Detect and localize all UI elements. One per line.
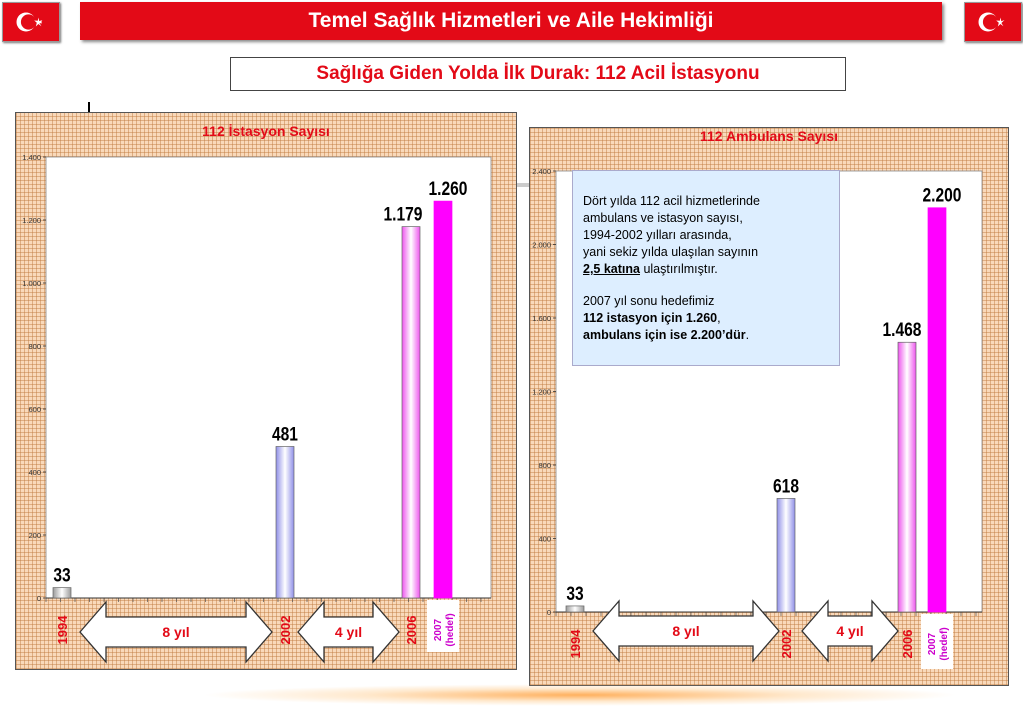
data-label: 1.260 [428, 177, 468, 200]
arrow-label: 4 yıl [334, 624, 363, 640]
bar-2007 [928, 208, 946, 612]
y-tick-label: 400 [538, 534, 551, 544]
info-line: Dört yılda 112 acil hizmetlerinde [583, 194, 760, 208]
info-emphasis: 2,5 katına [583, 262, 640, 276]
bar-1994 [53, 588, 71, 598]
bar-1994 [566, 606, 584, 612]
category-label-target-note: (hedef) [939, 627, 950, 661]
bar-2007 [434, 201, 452, 598]
category-label-target-note: (hedef) [445, 613, 456, 647]
y-tick-label: 2.400 [532, 167, 551, 176]
turkish-flag-icon-left [2, 2, 60, 42]
y-tick-label: 0 [36, 594, 41, 603]
arrow-label: 8 yıl [672, 623, 700, 639]
y-tick-label: 1.600 [532, 314, 551, 323]
arrow-label: 4 yıl [836, 623, 864, 639]
bar-2002 [777, 498, 795, 612]
page-subtitle: Sağlığa Giden Yolda İlk Durak: 112 Acil İstasyonu [230, 57, 846, 91]
y-tick-label: 600 [28, 405, 41, 414]
decorative-swoosh [200, 684, 960, 706]
header-title: Temel Sağlık Hizmetleri ve Aile Hekimliği [80, 2, 942, 40]
chart-title-ambulances: 112 Ambulans Sayısı [700, 128, 838, 144]
info-bold-ambulances: ambulans için ise 2.200’dür [583, 328, 746, 342]
data-label: 2.200 [922, 184, 962, 207]
y-tick-label: 2.000 [532, 240, 551, 250]
y-tick-label: 1.400 [22, 153, 41, 162]
info-line: ambulans ve istasyon sayısı, [583, 211, 743, 225]
bar-2006 [898, 342, 916, 612]
info-line-rest: ulaştırılmıştır. [639, 262, 718, 276]
data-label: 618 [773, 474, 799, 497]
info-line [583, 310, 839, 327]
y-tick-label: 800 [28, 342, 41, 351]
info-line: 2007 yıl sonu hedefimiz [583, 294, 715, 308]
category-label: 1994 [568, 629, 583, 659]
category-label: 1994 [55, 615, 70, 645]
chart-panel-stations [15, 112, 517, 670]
plot-area [46, 157, 491, 598]
info-line [583, 327, 839, 344]
turkish-flag-icon-right [964, 2, 1022, 42]
info-line: 1994-2002 yılları arasında, [583, 228, 732, 242]
data-label: 1.468 [882, 318, 922, 341]
y-tick-label: 1.000 [22, 279, 41, 288]
y-tick-label: 1.200 [22, 216, 41, 225]
info-bold-stations: 112 istasyon için 1.260 [583, 311, 718, 325]
category-label: 2006 [900, 629, 915, 659]
category-label: 2002 [779, 629, 794, 659]
category-label: 2002 [278, 615, 293, 645]
info-suffix: , [717, 311, 721, 325]
data-label: 33 [53, 564, 71, 586]
data-label: 33 [566, 582, 584, 605]
info-suffix: . [745, 328, 750, 342]
category-label-target-year: 2007 [927, 632, 938, 656]
y-tick-label: 800 [538, 461, 551, 470]
info-line [583, 261, 839, 278]
arrow-label: 8 yıl [162, 624, 190, 640]
y-tick-label: 200 [28, 531, 41, 540]
y-tick-label: 400 [28, 468, 41, 477]
data-label: 481 [272, 422, 298, 445]
bar-2006 [402, 227, 420, 598]
category-label: 2006 [404, 615, 419, 645]
info-line: yani sekiz yılda ulaşılan sayının [583, 245, 759, 259]
y-tick-label: 0 [546, 608, 551, 617]
data-label: 1.179 [383, 203, 423, 225]
chart-title-stations: 112 İstasyon Sayısı [202, 123, 330, 139]
bar-2002 [276, 446, 294, 598]
info-box [572, 170, 840, 366]
decorative-connector [515, 183, 530, 187]
category-label-target-year: 2007 [433, 618, 444, 642]
chart-stations [16, 113, 516, 669]
y-tick-label: 1.200 [532, 387, 551, 397]
